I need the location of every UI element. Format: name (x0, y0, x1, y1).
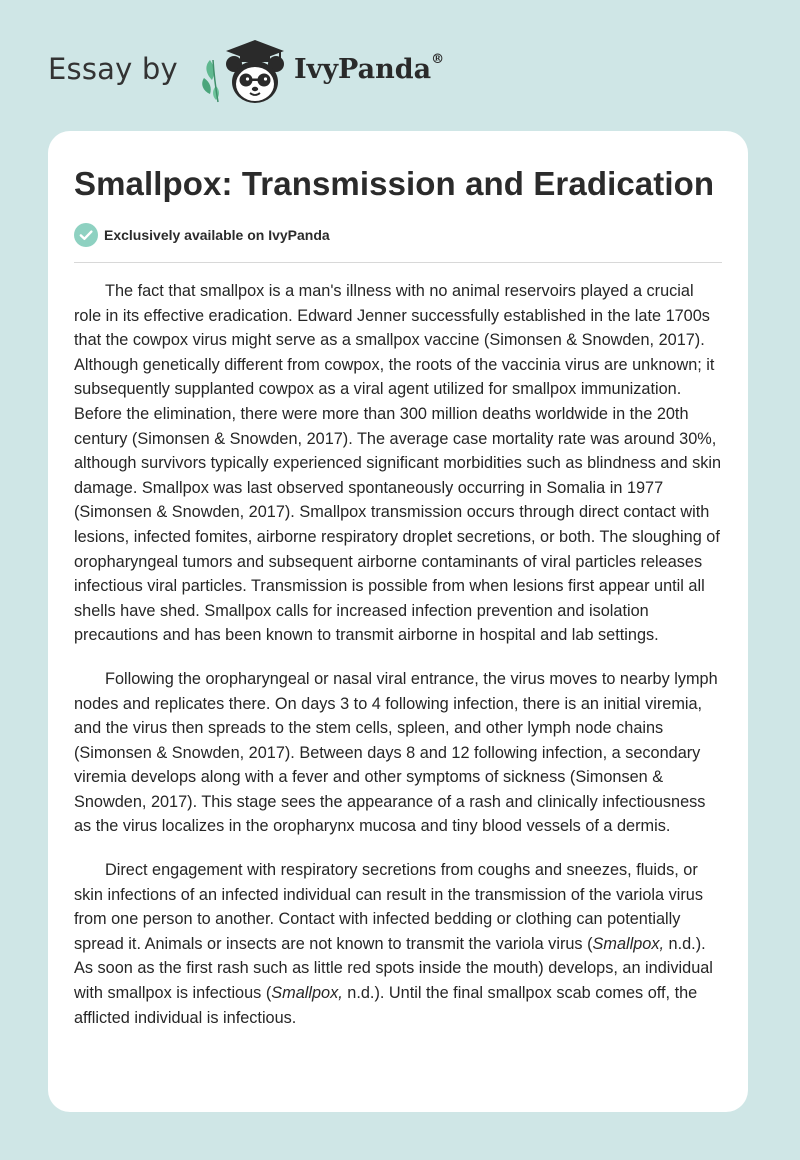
panda-logo-icon (200, 36, 292, 108)
brand-name: IvyPanda® (294, 52, 445, 85)
badge-label: Exclusively available on IvyPanda (104, 227, 330, 243)
source-title: Smallpox, (271, 984, 343, 1003)
paragraph: Following the oropharyngeal or nasal viral entrance, the virus moves to nearby lymph nodes and replicates there. On days 3 to 4 following infection, there is an initial viremia, and the virus then spreads to the stem cells, spleen, and other lymph node chains (Simonsen & Snowden, 2017). Between days 8 and 12 following infection, a secondary viremia develops along with a fever and other symptoms of sickness (Simonsen & Snowden, 2017). This stage sees the appearance of a rash and clinically infectiousness as the virus localizes in the oropharynx mucosa and tiny blood vessels of a dermis. (74, 669, 718, 836)
exclusive-badge (74, 222, 330, 248)
paragraph: The fact that smallpox is a man's illness with no animal reservoirs played a crucial role in its effective eradication. Edward Jenner successfully established in the late 1700s that the cowpox virus might serve as a smallpox vaccine (Simonsen & Snowden, 2017). Although genetically different from cowpox, the roots of the vaccinia virus are unknown; it subsequently supplanted cowpox as a viral agent utilized for smallpox immunization. Before the elimination, there were more than 300 million deaths worldwide in the 20th century (Simonsen & Snowden, 2017). The average case mortality rate was around 30%, although survivors typically experienced significant morbidities such as blindness and skin damage. Smallpox was last observed spontaneously occurring in Somalia in 1977 (Simonsen & Snowden, 2017). Smallpox transmission occurs through direct contact with lesions, infected fomites, airborne respiratory droplet secretions, or both. The sloughing of oropharyngeal tumors and subsequent airborne contaminants of viral particles releases infectious viral particles. Transmission is possible from when lesions first appear until all shells have shed. Smallpox calls for increased infection prevention and isolation precautions and has been known to transmit airborne in hospital and lab settings. (74, 282, 722, 645)
essay-body (74, 279, 724, 1049)
brand-header (48, 36, 488, 108)
registered-mark: ® (431, 52, 445, 67)
brand-prefix: Essay by (48, 52, 178, 86)
essay-card (48, 131, 748, 1112)
page-title: Smallpox: Transmission and Eradication (74, 165, 715, 202)
source-title: Smallpox, (592, 934, 665, 953)
divider (74, 262, 722, 263)
paragraph: Direct engagement with respiratory secretions from coughs and sneezes, fluids, or skin infections of an infected individual can result in the transmission of the variola virus from one person to another. Contact with infected bedding or clothing can potentially spread it. Animals or insects are not known to transmit the variola virus (Smallpox, n.d.). As soon as the first rash such as little red spots inside the mouth) develops, an individual with smallpox is infectious (Smallpox, n.d.). Until the final smallpox scab comes off, the afflicted individual is infectious. (74, 861, 713, 1027)
check-circle-icon (74, 223, 98, 247)
